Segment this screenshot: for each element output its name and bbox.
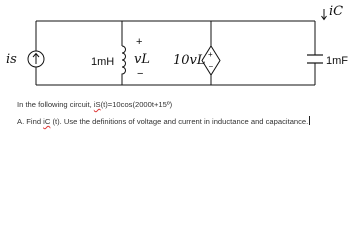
capacitor-current-label: iC [329, 4, 344, 19]
problem-line-2-prefix: A. Find [17, 117, 44, 126]
source-label: is [6, 52, 17, 67]
text-cursor [309, 116, 310, 125]
current-arrow-icon [322, 9, 327, 20]
inductor-voltage-label: vL [134, 52, 150, 67]
current-source [28, 51, 44, 67]
dependent-source-label: 10vL [173, 53, 206, 68]
inductor-value: 1mH [91, 56, 115, 68]
problem-line-2-var: iC [43, 117, 51, 126]
problem-line-1 [17, 99, 347, 110]
problem-line-2-suffix: (t). Use the definitions of voltage and current in inductance and capacitance. [50, 117, 309, 126]
circuit-diagram [0, 0, 350, 100]
problem-text [17, 99, 347, 133]
inductor-coil [122, 46, 126, 76]
problem-line-1-suffix: (t)=10cos(2000t+15º) [100, 100, 173, 109]
problem-line-2[interactable] [17, 116, 347, 127]
capacitor [307, 55, 323, 63]
capacitor-value: 1mF [326, 55, 348, 67]
inductor-minus-sign: − [137, 68, 144, 80]
problem-line-1-prefix: In the following circuit, [17, 100, 94, 109]
problem-line-1-var: iS [93, 100, 101, 109]
inductor-plus-sign: + [136, 36, 143, 48]
dependent-source-minus: − [208, 62, 214, 71]
dependent-source-plus: + [208, 50, 213, 59]
